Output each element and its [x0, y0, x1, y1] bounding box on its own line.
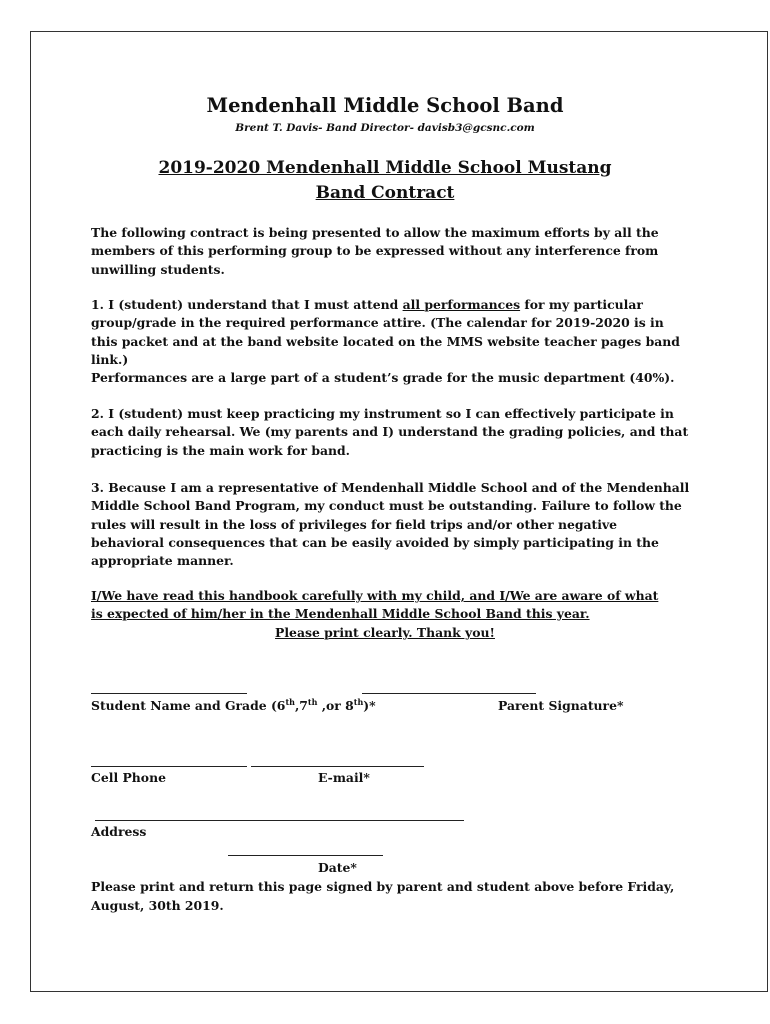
student-name-line[interactable] — [91, 693, 247, 694]
item-1-paragraph — [91, 296, 691, 387]
date-label: Date* — [318, 860, 357, 875]
director-line: Brent T. Davis- Band Director- davisb3@gcsnc.com — [235, 122, 535, 134]
address-line[interactable] — [95, 820, 464, 821]
footer-line1: Please print and return this page signed by parent and student above before Friday, — [91, 879, 675, 894]
item-1-text-after: for my particular group/grade in the required performance attire. (The calendar for 2019-2020 is in this packet and at the band website located on the MMS website teacher pages band link.) — [91, 297, 680, 367]
acknowledgement-line1: I/We have read this handbook carefully with my child, and I/We are aware of what — [91, 588, 659, 603]
cell-phone-label: Cell Phone — [91, 770, 166, 785]
parent-signature-line[interactable] — [362, 693, 536, 694]
contract-title-line1: 2019-2020 Mendenhall Middle School Mustang — [158, 158, 612, 178]
footer-line2: August, 30th 2019. — [91, 898, 224, 913]
item-3-paragraph: 3. Because I am a representative of Mendenhall Middle School and of the Mendenhall Middle School Band Program, my conduct must be outstanding. Failure to follow the rules will result in the loss of privileges for field trips and/or other negative behavioral consequences that can be easily avoided by simply participating in the appropriate manner. — [91, 480, 690, 569]
intro-paragraph: The following contract is being presented to allow the maximum efforts by all the members of this performing group to be expressed without any interference from unwilling students. — [91, 225, 659, 277]
email-label: E-mail* — [318, 770, 370, 785]
cell-phone-line[interactable] — [91, 766, 247, 767]
item-1-text-before: 1. I (student) understand that I must attend — [91, 297, 403, 312]
address-label: Address — [91, 824, 147, 839]
parent-signature-label: Parent Signature* — [498, 698, 624, 713]
email-line[interactable] — [251, 766, 424, 767]
item-1-note: Performances are a large part of a student’s grade for the music department (40%). — [91, 370, 675, 386]
item-1-underlined: all performances — [402, 297, 521, 312]
item-2-paragraph: 2. I (student) must keep practicing my instrument so I can effectively participate in each daily rehearsal. We (my parents and I) understand the grading policies, and that practicing is the main work for band. — [91, 406, 689, 458]
acknowledgement-line2: is expected of him/her in the Mendenhall Middle School Band this year. — [91, 606, 590, 621]
student-name-label: Student Name and Grade (6th,7th ,or 8th)* — [91, 697, 376, 713]
acknowledgement-line3: Please print clearly. Thank you! — [275, 625, 495, 640]
contract-title-line2: Band Contract — [315, 183, 455, 203]
date-line[interactable] — [228, 855, 383, 856]
page-title: Mendenhall Middle School Band — [206, 94, 564, 117]
